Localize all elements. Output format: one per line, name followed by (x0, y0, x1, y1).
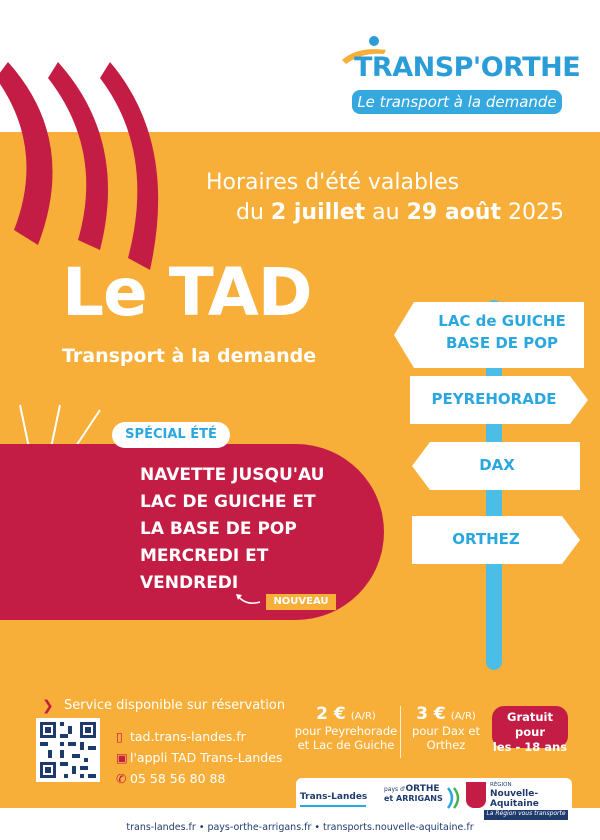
sign-1-line-2: BASE DE POP (446, 334, 558, 352)
logo-subtitle: Le transport à la demande (357, 93, 557, 111)
region-tagline: La Région vous transporte (486, 810, 566, 817)
signal-icon: ❯ (42, 698, 54, 714)
orthe-arrigans-wave-icon (444, 786, 462, 810)
shuttle-line-1: NAVETTE JUSQU'AU (140, 465, 325, 485)
region-logo (490, 781, 539, 809)
arrow-icon (232, 590, 262, 606)
fare-1-price: 2 € (316, 704, 346, 724)
contact-app[interactable] (116, 747, 282, 768)
fare-3-euros (404, 704, 488, 752)
shuttle-line-4: MERCREDI ET (140, 546, 269, 566)
fare-divider (400, 706, 401, 758)
sign-dax-label: DAX (479, 456, 515, 474)
contact-website-text: tad.trans-landes.fr (130, 729, 246, 744)
orthe-prefix: pays d' (384, 786, 406, 793)
sign-1-line-1: LAC de GUICHE (438, 312, 566, 330)
season-to: au (365, 200, 407, 225)
phone-call-icon: ✆ (116, 771, 127, 786)
shuttle-line-3: LA BASE DE POP (140, 519, 297, 539)
trans-landes-underline (300, 805, 366, 807)
season-year: 2025 (500, 200, 564, 225)
orthe-name: ORTHE (405, 784, 440, 794)
region-label: RÉGION (490, 782, 512, 788)
fare-2-euros (290, 704, 402, 752)
contact-website[interactable] (116, 726, 282, 747)
special-badge-label: SPÉCIAL ÉTÉ (125, 427, 217, 442)
contact-phone[interactable] (116, 768, 282, 789)
free-line-1: Gratuit pour (507, 710, 553, 739)
season-from: du (236, 200, 271, 225)
contact-app-text: l'appli TAD Trans-Landes (130, 750, 283, 765)
trans-landes-logo: Trans-Landes (300, 792, 368, 802)
new-badge-label: NOUVEAU (273, 596, 329, 607)
shuttle-text (140, 462, 324, 597)
fare-2-line-2: Orthez (426, 738, 466, 752)
main-title: Le TAD (62, 254, 312, 331)
free-badge-label (492, 710, 568, 755)
region-name-1: Nouvelle- (490, 789, 539, 799)
arrigans-name: et ARRIGANS (384, 794, 443, 803)
fare-2-line-1: pour Dax et (412, 724, 480, 738)
qr-code-icon[interactable] (36, 718, 100, 782)
fare-1-line-2: et Lac de Guiche (297, 738, 395, 752)
footer-links[interactable]: trans-landes.fr • pays-orthe-arrigans.fr • transports.nouvelle-aquitaine.fr (126, 822, 474, 833)
sign-orthez-label: ORTHEZ (452, 530, 520, 548)
season-line-1: Horaires d'été valables (206, 170, 460, 195)
season-start-date: 2 juillet (270, 200, 366, 225)
region-name-2: Aquitaine (490, 799, 539, 809)
fare-1-ar: (A/R) (350, 711, 376, 722)
orthe-arrigans-logo (384, 785, 443, 804)
region-lion-icon (466, 782, 486, 808)
service-label: Service disponible sur réservation (64, 698, 286, 713)
free-line-2: les - 18 ans (492, 740, 568, 754)
shuttle-line-2: LAC DE GUICHE ET (140, 492, 316, 512)
sign-peyrehorade-label: PEYREHORADE (431, 390, 557, 408)
fare-2-ar: (A/R) (450, 711, 476, 722)
fare-2-price: 3 € (416, 704, 446, 724)
app-icon: ▣ (116, 750, 128, 765)
smartphone-icon: ▯ (116, 729, 123, 744)
sign-lac-de-guiche-label (412, 310, 592, 354)
season-line-2 (236, 200, 564, 225)
season-end-date: 29 août (406, 200, 501, 225)
fare-1-line-1: pour Peyrehorade (294, 724, 398, 738)
contact-phone-text: 05 58 56 80 88 (130, 771, 226, 786)
shuttle-line-5: VENDREDI (140, 573, 239, 593)
main-subtitle: Transport à la demande (62, 345, 317, 367)
contacts (116, 726, 282, 789)
logo-title: TRANSP'ORTHE (354, 52, 581, 83)
